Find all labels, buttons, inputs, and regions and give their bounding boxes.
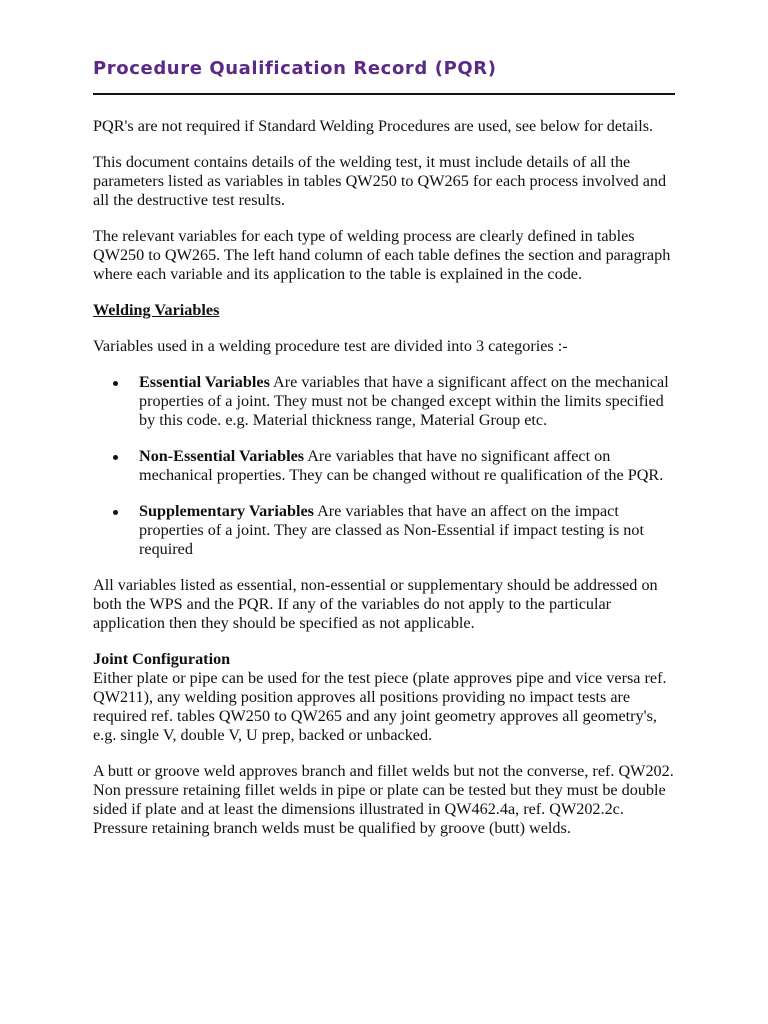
page-title: Procedure Qualification Record (PQR): [93, 58, 497, 79]
document-body: [93, 117, 677, 855]
variable-description: Are variables that have no significant affect on mechanical properties. They can be changed without re qualification of the PQR.: [139, 447, 664, 484]
list-item-essential: [93, 373, 677, 430]
joint-paragraph-2: A butt or groove weld approves branch and fillet welds but not the converse, ref. QW202. Non pressure retaining fillet welds in pipe or plate can be tested but they must be double sided if plate and at least the dimensions illustrated in QW462.4a, ref. QW202.2c. Pressure retaining branch welds must be qualified by groove (butt) welds.: [93, 762, 674, 837]
variables-summary: All variables listed as essential, non-essential or supplementary should be addressed on both the WPS and the PQR. If any of the variables do not apply to the particular application then they should be specified as not applicable.: [93, 576, 658, 632]
intro-paragraph-2: This document contains details of the welding test, it must include details of all the parameters listed as variables in tables QW250 to QW265 for each process involved and all the destructive test results.: [93, 153, 667, 209]
list-item-non-essential: [93, 447, 677, 485]
variable-term: Non-Essential Variables: [139, 447, 305, 465]
section-heading-welding-variables: [93, 301, 677, 320]
bullet-icon: [113, 381, 118, 386]
list-item-supplementary: [93, 502, 677, 559]
joint-paragraph-1: Either plate or pipe can be used for the test piece (plate approves pipe and vice versa ref. QW211), any welding position approves all positions providing no impact tests are required ref. tables QW250 to QW265 and any joint geometry approves all geometry's, e.g. single V, double V, U prep, backed or unbacked.: [93, 669, 667, 744]
variable-term: Supplementary Variables: [139, 502, 314, 520]
bullet-icon: [113, 510, 118, 515]
joint-configuration-heading: Joint Configuration: [93, 650, 231, 668]
intro-paragraph-3: The relevant variables for each type of welding process are clearly defined in tables QW250 to QW265. The left hand column of each table defines the section and paragraph where each variable and its application to the table is explained in the code.: [93, 227, 671, 283]
variable-description: Are variables that have a significant affect on the mechanical properties of a joint. They must not be changed except within the limits specified by this code. e.g. Material thickness range, Material Group etc.: [139, 373, 669, 429]
variables-intro: Variables used in a welding procedure test are divided into 3 categories :-: [93, 337, 568, 355]
welding-variables-heading: Welding Variables: [93, 301, 220, 319]
variables-list: [93, 373, 677, 559]
joint-configuration-block: [93, 650, 677, 745]
intro-paragraph-1: PQR's are not required if Standard Welding Procedures are used, see below for details.: [93, 117, 654, 135]
variable-term: Essential Variables: [139, 373, 270, 391]
variable-description: Are variables that have an affect on the impact properties of a joint. They are classed as Non-Essential if impact testing is not required: [139, 502, 644, 558]
bullet-icon: [113, 455, 118, 460]
title-divider: [93, 93, 675, 95]
